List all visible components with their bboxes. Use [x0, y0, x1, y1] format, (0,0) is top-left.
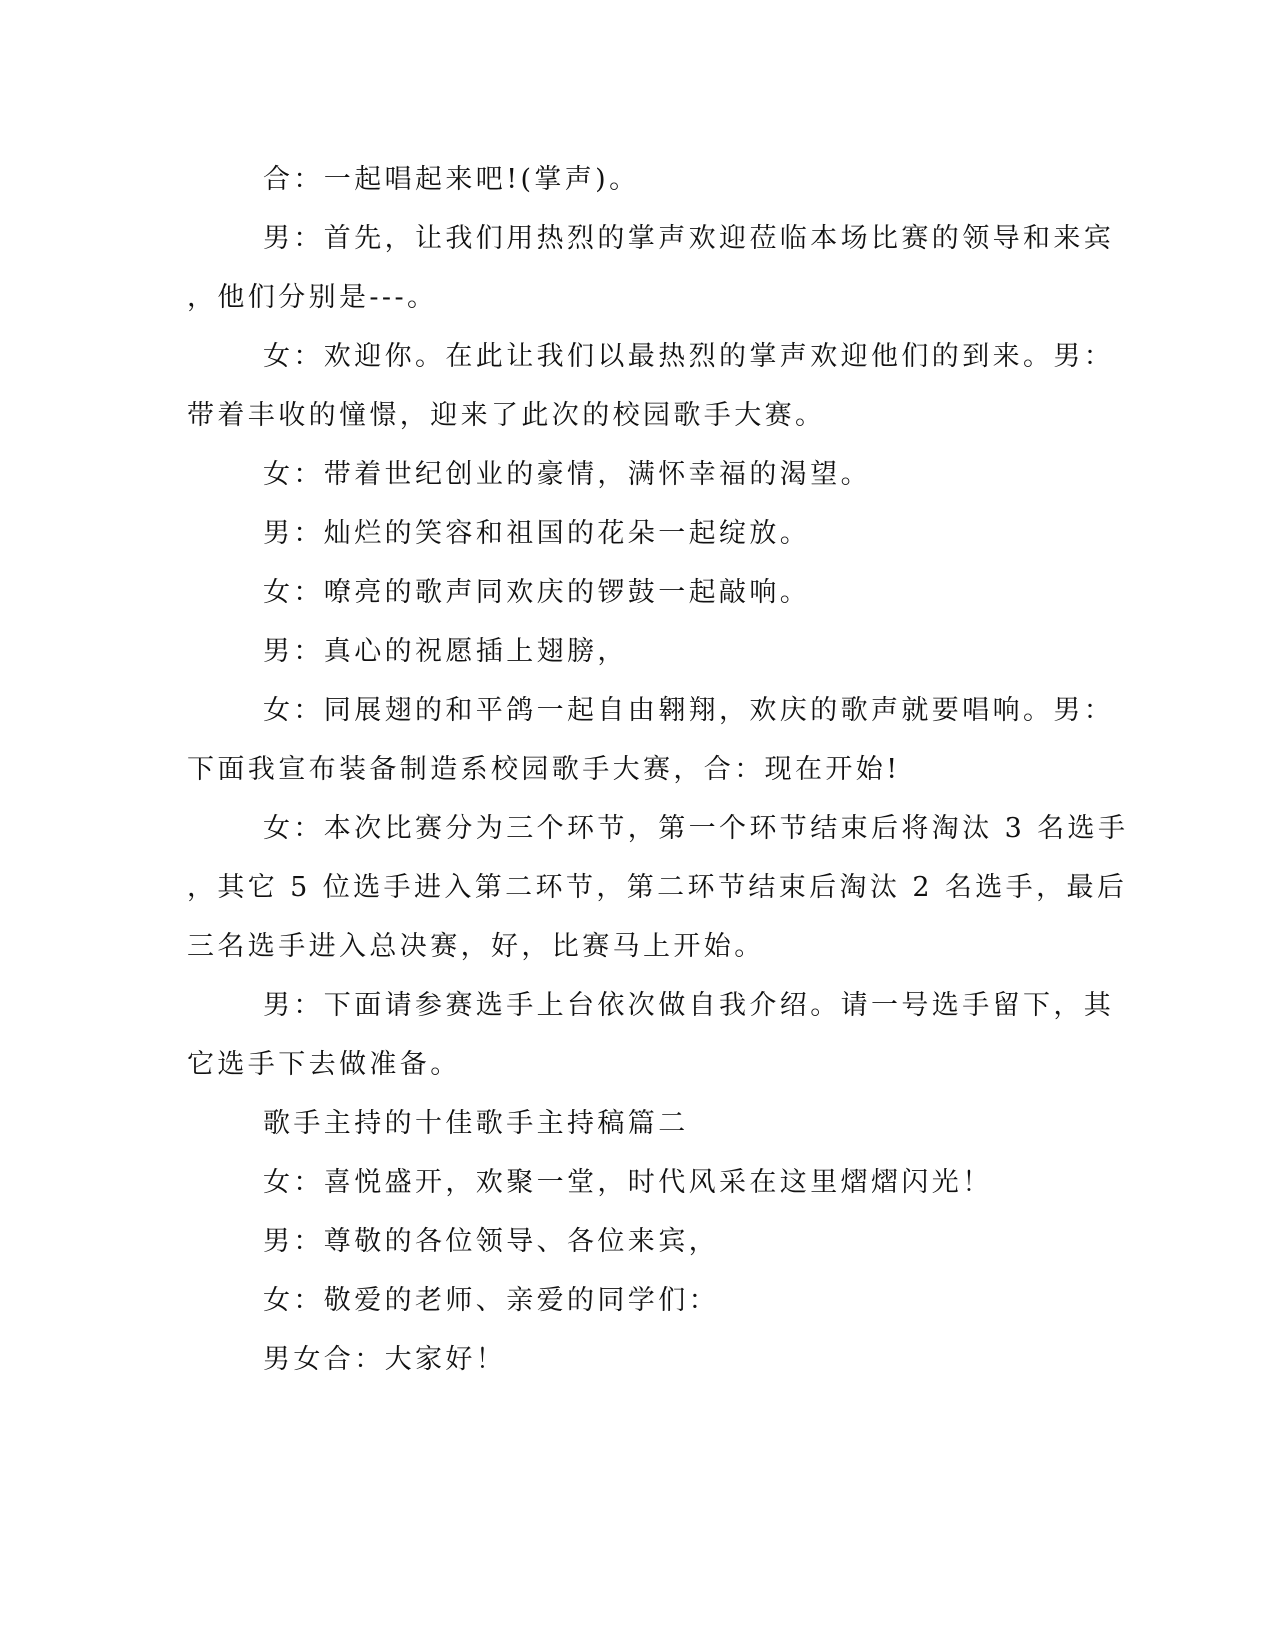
text-line: 女：同展翅的和平鸽一起自由翱翔，欢庆的歌声就要唱响。男：: [263, 695, 1115, 726]
text-line: 男：下面请参赛选手上台依次做自我介绍。请一号选手留下，其: [263, 990, 1115, 1021]
text-line: 女：欢迎你。在此让我们以最热烈的掌声欢迎他们的到来。男：: [263, 341, 1115, 372]
section-heading: 歌手主持的十佳歌手主持稿篇二: [263, 1108, 689, 1139]
text-line: ，其它 5 位选手进入第二环节，第二环节结束后淘汰 2 名选手，最后: [187, 872, 1128, 903]
text-line: 女：喜悦盛开，欢聚一堂，时代风采在这里熠熠闪光！: [263, 1167, 993, 1198]
text-line: 男女合：大家好！: [263, 1344, 507, 1375]
text-line: 三名选手进入总决赛，好，比赛马上开始。: [187, 931, 765, 962]
text-line: 下面我宣布装备制造系校园歌手大赛，合：现在开始!: [187, 754, 901, 785]
text-line: 男：灿烂的笑容和祖国的花朵一起绽放。: [263, 518, 811, 549]
text-line: 女：本次比赛分为三个环节，第一个环节结束后将淘汰 3 名选手: [263, 813, 1129, 844]
text-line: 它选手下去做准备。: [187, 1049, 461, 1080]
text-line: 男：首先，让我们用热烈的掌声欢迎莅临本场比赛的领导和来宾: [263, 223, 1115, 254]
text-line: 女：嘹亮的歌声同欢庆的锣鼓一起敲响。: [263, 577, 811, 608]
text-line: 男：尊敬的各位领导、各位来宾，: [263, 1226, 719, 1257]
text-line: ，他们分别是---。: [187, 282, 438, 313]
text-line: 女：带着世纪创业的豪情，满怀幸福的渴望。: [263, 459, 871, 490]
text-line: 带着丰收的憧憬，迎来了此次的校园歌手大赛。: [187, 400, 826, 431]
text-line: 男：真心的祝愿插上翅膀，: [263, 636, 628, 667]
text-line: 女：敬爱的老师、亲爱的同学们：: [263, 1285, 719, 1316]
text-line: 合：一起唱起来吧!(掌声)。: [263, 164, 640, 195]
